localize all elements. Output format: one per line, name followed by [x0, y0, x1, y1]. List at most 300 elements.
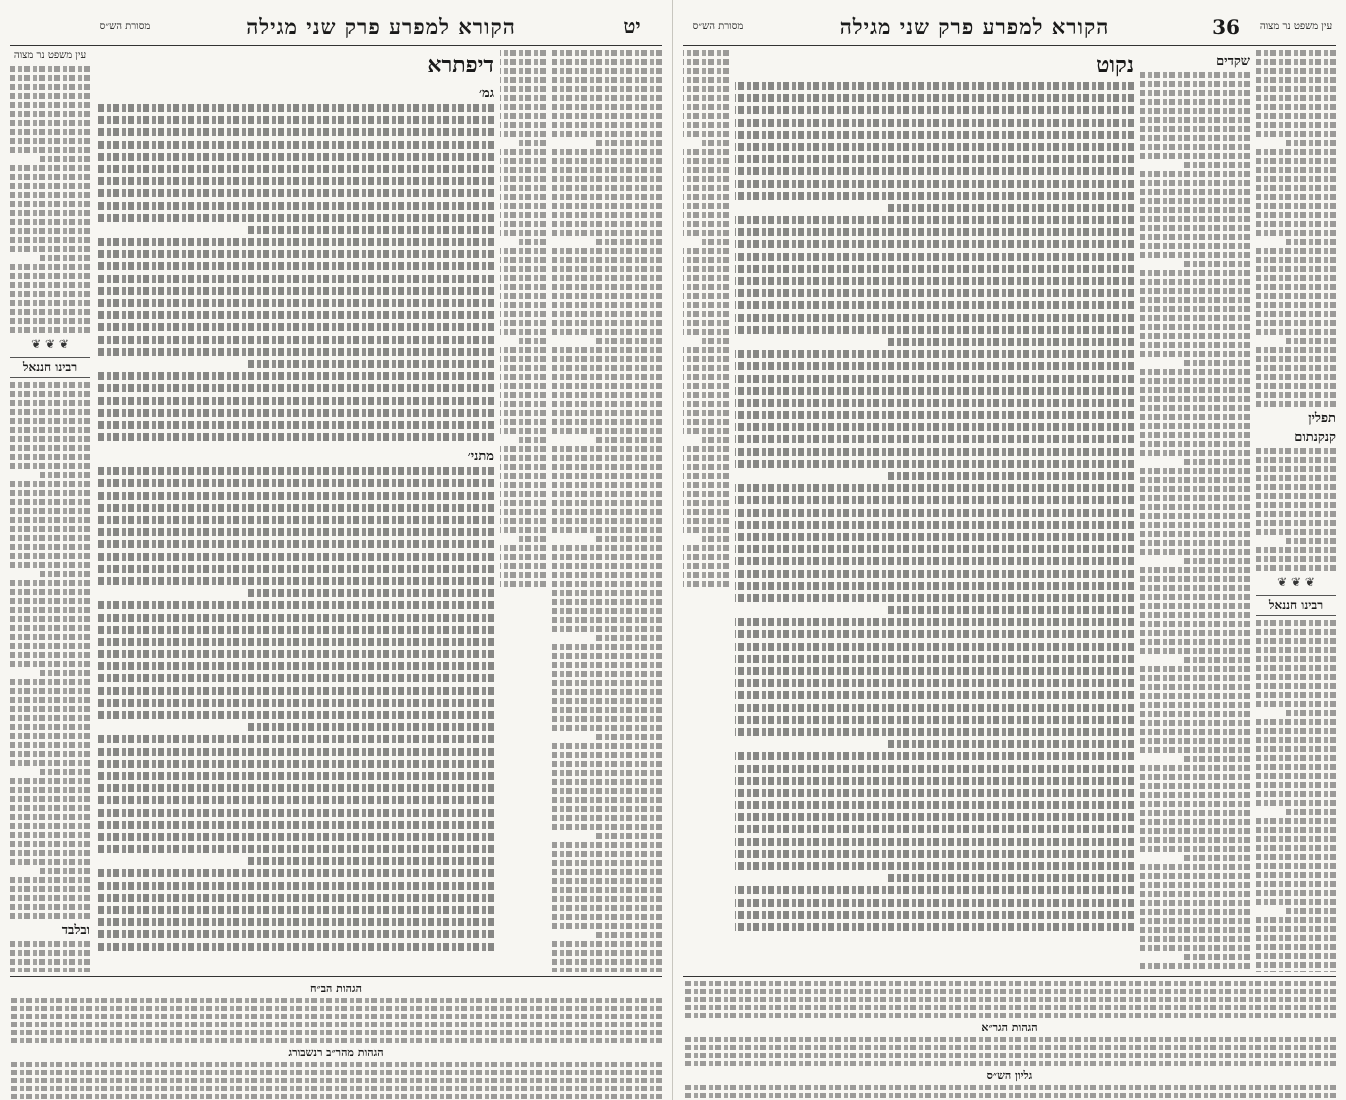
text-line — [10, 282, 90, 288]
text-line — [1140, 639, 1250, 645]
left-footer-notes — [10, 976, 662, 1094]
text-line — [552, 860, 662, 866]
text-line — [1140, 315, 1250, 321]
text-line — [500, 185, 546, 191]
text-line — [500, 329, 546, 335]
text-line — [10, 418, 90, 424]
text-line — [552, 257, 662, 263]
text-line — [96, 433, 494, 441]
text-line — [96, 238, 494, 246]
text-line — [1256, 854, 1336, 860]
text-line — [500, 203, 546, 209]
text-line — [552, 320, 662, 326]
text-line — [500, 518, 546, 524]
text-line — [1140, 495, 1250, 501]
text-line — [1140, 882, 1250, 888]
text-line — [500, 311, 546, 317]
text-line — [517, 239, 546, 245]
text-line — [500, 356, 546, 362]
text-line — [1256, 926, 1336, 932]
text-line — [500, 167, 546, 173]
text-line — [552, 725, 662, 731]
text-line — [96, 421, 494, 429]
text-line — [552, 572, 662, 578]
text-line — [1140, 342, 1250, 348]
text-line — [552, 509, 662, 515]
text-line — [1140, 873, 1250, 879]
text-line — [1140, 693, 1250, 699]
text-line — [96, 323, 494, 331]
text-line — [735, 582, 1134, 590]
text-line — [1256, 944, 1336, 950]
text-line — [552, 365, 662, 371]
text-line — [683, 1037, 1336, 1042]
text-line — [1140, 486, 1250, 492]
left-mesorah-column — [500, 50, 546, 972]
text-line — [1140, 189, 1250, 195]
left-mishna-label: מתני׳ — [467, 449, 494, 465]
text-line — [887, 740, 1134, 748]
text-line — [500, 86, 546, 92]
text-line — [683, 122, 729, 128]
text-line — [1256, 746, 1336, 752]
right-third-big-word: תפלין — [1308, 411, 1336, 426]
text-line — [552, 284, 662, 290]
text-line — [735, 679, 1134, 687]
text-line — [683, 581, 729, 587]
text-line — [10, 998, 662, 1003]
text-line — [683, 257, 729, 263]
text-line — [96, 492, 494, 500]
text-line — [500, 500, 546, 506]
text-line — [1256, 728, 1336, 734]
text-line — [10, 904, 90, 910]
text-line — [247, 226, 494, 234]
text-line — [500, 392, 546, 398]
text-line — [96, 165, 494, 173]
text-line — [1140, 765, 1250, 771]
text-line — [735, 289, 1134, 297]
text-line — [700, 239, 729, 245]
text-line — [1256, 149, 1336, 155]
text-line — [10, 291, 90, 297]
text-line — [683, 266, 729, 272]
text-line — [1256, 692, 1336, 698]
text-line — [500, 509, 546, 515]
right-opening-word: נקוט — [1096, 52, 1134, 78]
text-line — [552, 59, 662, 65]
text-line — [1256, 383, 1336, 389]
text-line — [735, 509, 1134, 517]
text-line — [500, 122, 546, 128]
text-line — [552, 554, 662, 560]
text-line — [594, 833, 662, 839]
text-line — [1140, 270, 1250, 276]
text-line — [552, 329, 662, 335]
text-line — [700, 536, 729, 542]
text-line — [1140, 630, 1250, 636]
text-line — [594, 932, 662, 938]
text-line — [96, 809, 494, 817]
right-second-big-word: שקדים — [1216, 54, 1250, 69]
text-line — [10, 544, 90, 550]
text-line — [96, 796, 494, 804]
text-line — [10, 147, 90, 153]
text-line — [735, 362, 1134, 370]
text-line — [1256, 68, 1336, 74]
left-mesorah-text — [500, 50, 546, 587]
text-line — [552, 644, 662, 650]
text-line — [96, 638, 494, 646]
text-line — [1140, 810, 1250, 816]
text-line — [552, 770, 662, 776]
text-line — [40, 868, 90, 874]
text-line — [735, 691, 1134, 699]
text-line — [10, 913, 90, 919]
text-line — [1256, 448, 1336, 454]
text-line — [683, 383, 729, 389]
text-line — [594, 239, 662, 245]
text-line — [96, 262, 494, 270]
text-line — [735, 240, 1134, 248]
text-line — [1140, 783, 1250, 789]
text-line — [552, 149, 662, 155]
text-line — [1140, 621, 1250, 627]
text-line — [700, 338, 729, 344]
text-line — [552, 131, 662, 137]
text-line — [683, 509, 729, 515]
text-line — [735, 923, 1134, 931]
text-line — [96, 674, 494, 682]
text-line — [683, 518, 729, 524]
text-line — [683, 989, 1336, 994]
text-line — [683, 59, 729, 65]
text-line — [1256, 827, 1336, 833]
text-line — [1140, 945, 1250, 951]
text-line — [1256, 185, 1336, 191]
text-line — [1256, 953, 1336, 959]
text-line — [96, 275, 494, 283]
text-line — [500, 419, 546, 425]
text-line — [735, 253, 1134, 261]
text-line — [1256, 347, 1336, 353]
text-line — [10, 877, 90, 883]
text-line — [10, 400, 90, 406]
text-line — [1256, 365, 1336, 371]
text-line — [552, 464, 662, 470]
text-line — [1256, 556, 1336, 562]
text-line — [735, 777, 1134, 785]
text-line — [1140, 117, 1250, 123]
text-line — [96, 565, 494, 573]
text-line — [683, 545, 729, 551]
text-line — [552, 203, 662, 209]
left-ornament-divider: ❦ ❦ ❦ — [31, 337, 69, 351]
text-line — [735, 618, 1134, 626]
text-line — [552, 959, 662, 965]
text-line — [96, 601, 494, 609]
text-line — [96, 177, 494, 185]
text-line — [735, 521, 1134, 529]
text-line — [500, 68, 546, 74]
text-line — [1140, 864, 1250, 870]
text-line — [552, 275, 662, 281]
text-line — [552, 302, 662, 308]
text-line — [1182, 162, 1250, 168]
text-line — [10, 508, 90, 514]
text-line — [735, 94, 1134, 102]
text-line — [10, 724, 90, 730]
right-eyn-heading: עין משפט נר מצוה — [1259, 20, 1333, 32]
text-line — [1140, 594, 1250, 600]
text-line — [1140, 450, 1250, 456]
text-line — [10, 174, 90, 180]
text-line — [1140, 540, 1250, 546]
left-page-header — [10, 8, 662, 46]
text-line — [683, 284, 729, 290]
right-rashi-column — [1140, 50, 1250, 972]
text-line — [552, 527, 662, 533]
text-line — [10, 1078, 662, 1083]
text-line — [517, 437, 546, 443]
text-line — [887, 606, 1134, 614]
text-line — [1286, 140, 1336, 146]
text-line — [247, 589, 494, 597]
text-line — [1256, 547, 1336, 553]
text-line — [552, 68, 662, 74]
text-line — [96, 372, 494, 380]
text-line — [96, 128, 494, 136]
text-line — [10, 1038, 662, 1043]
text-line — [552, 419, 662, 425]
text-line — [1140, 603, 1250, 609]
text-line — [10, 535, 90, 541]
text-line — [1256, 221, 1336, 227]
text-line — [10, 580, 90, 586]
text-line — [10, 895, 90, 901]
text-line — [552, 428, 662, 434]
text-line — [683, 347, 729, 353]
left-gemara-text — [96, 82, 494, 972]
text-line — [1140, 378, 1250, 384]
text-line — [1286, 239, 1336, 245]
text-line — [1140, 738, 1250, 744]
left-page-body — [10, 50, 662, 972]
text-line — [10, 273, 90, 279]
text-line — [517, 140, 546, 146]
text-line — [552, 563, 662, 569]
text-line — [1140, 549, 1250, 555]
text-line — [1256, 529, 1336, 535]
text-line — [552, 662, 662, 668]
text-line — [552, 950, 662, 956]
text-line — [10, 652, 90, 658]
text-line — [500, 572, 546, 578]
text-line — [735, 350, 1134, 358]
text-line — [683, 446, 729, 452]
text-line — [1140, 675, 1250, 681]
text-line — [10, 598, 90, 604]
left-folio-number: יט — [623, 14, 641, 38]
text-line — [1256, 329, 1336, 335]
text-line — [1256, 755, 1336, 761]
text-line — [10, 120, 90, 126]
text-line — [552, 752, 662, 758]
text-line — [10, 661, 90, 667]
text-line — [1256, 890, 1336, 896]
text-line — [735, 399, 1134, 407]
text-line — [552, 374, 662, 380]
text-line — [735, 448, 1134, 456]
text-line — [1256, 104, 1336, 110]
text-line — [1256, 230, 1336, 236]
text-line — [735, 143, 1134, 151]
text-line — [1256, 800, 1336, 806]
text-line — [247, 723, 494, 731]
text-line — [683, 1053, 1336, 1058]
text-line — [10, 589, 90, 595]
text-line — [500, 527, 546, 533]
text-line — [735, 545, 1134, 553]
text-line — [683, 1005, 1336, 1010]
text-line — [683, 68, 729, 74]
text-line — [683, 95, 729, 101]
text-line — [96, 626, 494, 634]
text-line — [683, 104, 729, 110]
text-line — [1256, 401, 1336, 407]
text-line — [735, 326, 1134, 334]
text-line — [1256, 275, 1336, 281]
text-line — [10, 526, 90, 532]
text-line — [96, 397, 494, 405]
text-line — [700, 437, 729, 443]
text-line — [10, 679, 90, 685]
text-line — [1256, 203, 1336, 209]
text-line — [735, 899, 1134, 907]
text-line — [40, 769, 90, 775]
text-line — [735, 277, 1134, 285]
text-line — [1256, 176, 1336, 182]
text-line — [683, 1045, 1336, 1050]
text-line — [500, 455, 546, 461]
text-line — [552, 698, 662, 704]
right-footer-label-2: גליון הש״ס — [986, 1069, 1033, 1082]
text-line — [1256, 311, 1336, 317]
text-line — [500, 365, 546, 371]
text-line — [500, 473, 546, 479]
text-line — [40, 571, 90, 577]
text-line — [735, 301, 1134, 309]
text-line — [683, 455, 729, 461]
text-line — [1256, 565, 1336, 571]
text-line — [552, 581, 662, 587]
text-line — [552, 518, 662, 524]
text-line — [1256, 629, 1336, 635]
right-rabbeinu-label: רבינו חננאל — [1256, 595, 1336, 616]
text-line — [552, 599, 662, 605]
text-line — [683, 410, 729, 416]
text-line — [683, 113, 729, 119]
text-line — [735, 728, 1134, 736]
text-line — [247, 857, 494, 865]
text-line — [10, 625, 90, 631]
text-line — [96, 735, 494, 743]
text-line — [735, 570, 1134, 578]
text-line — [10, 300, 90, 306]
text-line — [1256, 457, 1336, 463]
text-line — [1256, 917, 1336, 923]
text-line — [500, 221, 546, 227]
text-line — [500, 545, 546, 551]
text-line — [10, 697, 90, 703]
text-line — [96, 821, 494, 829]
text-line — [1140, 306, 1250, 312]
text-line — [552, 401, 662, 407]
text-line — [500, 464, 546, 470]
text-line — [1256, 935, 1336, 941]
text-line — [500, 176, 546, 182]
text-line — [10, 796, 90, 802]
text-line — [96, 833, 494, 841]
text-line — [1182, 657, 1250, 663]
text-line — [1140, 396, 1250, 402]
text-line — [683, 392, 729, 398]
left-main-column — [96, 50, 494, 972]
right-page — [673, 0, 1346, 1100]
text-line — [500, 293, 546, 299]
text-line — [500, 113, 546, 119]
text-line — [594, 635, 662, 641]
text-line — [552, 806, 662, 812]
right-mesorah-column — [683, 50, 729, 972]
text-line — [1140, 819, 1250, 825]
text-line — [1256, 683, 1336, 689]
text-line — [735, 387, 1134, 395]
text-line — [1256, 845, 1336, 851]
text-line — [1140, 801, 1250, 807]
text-line — [683, 311, 729, 317]
text-line — [96, 918, 494, 926]
text-line — [552, 167, 662, 173]
text-line — [1140, 612, 1250, 618]
text-line — [683, 365, 729, 371]
right-page-header — [683, 8, 1336, 46]
text-line — [10, 715, 90, 721]
text-line — [1140, 891, 1250, 897]
text-line — [683, 149, 729, 155]
text-line — [500, 428, 546, 434]
text-line — [96, 906, 494, 914]
text-line — [1140, 135, 1250, 141]
text-line — [96, 153, 494, 161]
text-line — [1256, 665, 1336, 671]
text-line — [1140, 297, 1250, 303]
text-line — [10, 688, 90, 694]
text-line — [735, 180, 1134, 188]
left-tosafot-text — [552, 50, 662, 972]
left-gemara-dibbur: גמ׳ — [479, 86, 494, 101]
text-line — [517, 536, 546, 542]
text-line — [10, 941, 90, 947]
text-line — [10, 66, 90, 72]
text-line — [1140, 351, 1250, 357]
text-line — [10, 1086, 662, 1091]
text-line — [552, 878, 662, 884]
text-line — [1140, 468, 1250, 474]
left-footer-label: הגהות הב״ח — [310, 982, 362, 995]
text-line — [683, 491, 729, 497]
text-line — [1286, 710, 1336, 716]
